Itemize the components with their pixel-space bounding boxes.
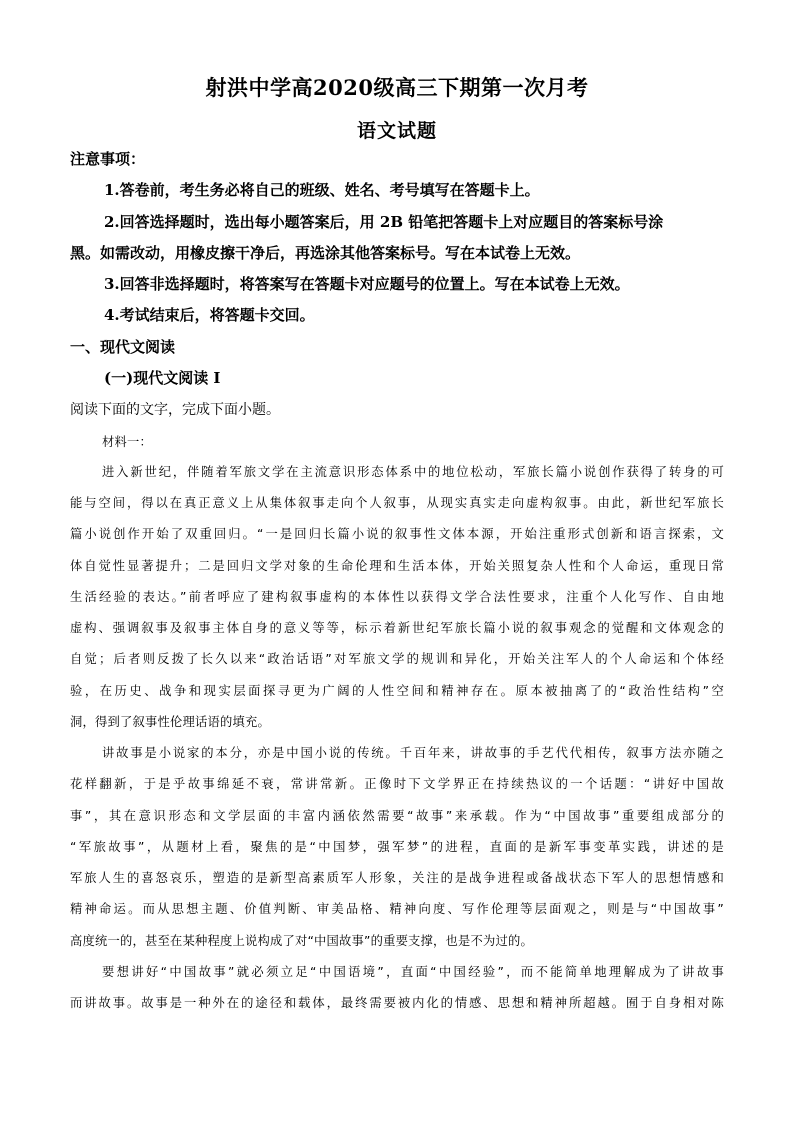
passage-line: “军旅故事”，从题材上看，聚焦的是“中国梦，强军梦”的进程，直面的是新军事变革实践，讲述的是 [70,840,724,854]
passage-line: 事”，其在意识形态和文学层面的丰富内涵依然需要“故事”来承载。作为“中国故事”重要组成部分的 [70,809,724,823]
section-subheading: (一)现代文阅读 I [104,369,221,387]
exam-subject: 语文试题 [356,120,437,142]
section-heading: 一、现代文阅读 [70,338,176,356]
passage-line: 而讲故事。故事是一种外在的途径和载体，最终需要被内化的情感、思想和精神所超越。囿于自身相对陈 [70,996,724,1010]
passage-line: 进入新世纪，伴随着军旅文学在主流意识形态体系中的地位松动，军旅长篇小说创作获得了转身的可 [102,465,724,479]
passage-line: 精神命运。而从思想主题、价值判断、审美品格、精神向度、写作伦理等层面观之，则是与“中国故事” [70,902,724,916]
passage-line: 洞，得到了叙事性伦理话语的填充。 [70,715,270,729]
passage-line: 篇小说创作开始了双重回归。“一是回归长篇小说的叙事性文体本源，开始注重形式创新和语言探索，文 [70,527,724,541]
notes-item: 1.答卷前，考生务必将自己的班级、姓名、考号填写在答题卡上。 [104,181,540,199]
exam-title: 射洪中学高2020级高三下期第一次月考 [205,75,589,100]
passage-line: 花样翻新，于是乎故事绵延不衰，常讲常新。正像时下文学界正在持续热议的一个话题：“讲好中国故 [70,777,724,791]
passage-line: 能与空间，得以在真正意义上从集体叙事走向个人叙事，从现实真实走向虚构叙事。由此，新世纪军旅长 [70,496,724,510]
passage-line: 验，在历史、战争和现实层面探寻更为广阔的人性空间和精神存在。原本被抽离了的“政治性结构”空 [70,684,724,698]
passage-line: 虚构、强调叙事及叙事主体自身的意义等等，标示着新世纪军旅长篇小说的叙事观念的觉醒和文体观念的 [70,621,724,635]
notes-item: 2.回答选择题时，选出每小题答案后，用 2B 铅笔把答题卡上对应题目的答案标号涂 [104,213,664,231]
passage-line: 高度统一的，甚至在某种程度上说构成了对“中国故事”的重要支撑，也是不为过的。 [70,934,534,948]
passage-line: 体自觉性显著提升；二是回归文学对象的生命伦理和生活本体，开始关照复杂人性和个人命运，重现日常 [70,559,724,573]
notes-heading: 注意事项： [70,150,146,168]
passage-line: 讲故事是小说家的本分，亦是中国小说的传统。千百年来，讲故事的手艺代代相传，叙事方法亦随之 [102,746,724,760]
passage-line: 要想讲好“中国故事”就必须立足“中国语境”，直面“中国经验”，而不能简单地理解成为了讲故事 [102,965,724,979]
reading-instruction: 阅读下面的文字，完成下面小题。 [70,402,280,418]
notes-item: 4.考试结束后，将答题卡交回。 [104,306,315,324]
notes-item: 3.回答非选择题时，将答案写在答题卡对应题号的位置上。写在本试卷上无效。 [104,275,630,293]
notes-item: 黑。如需改动，用橡皮擦干净后，再选涂其他答案标号。写在本试卷上无效。 [70,244,581,262]
passage-line: 军旅人生的喜怒哀乐，塑造的是新型高素质军人形象，关注的是战争进程或备战状态下军人的思想情感和 [70,871,724,885]
passage-line: 自觉；后者则反拨了长久以来“政治话语”对军旅文学的规训和异化，开始关注军人的个人命运和个体经 [70,652,724,666]
material-label: 材料一： [102,435,152,449]
passage-line: 生活经验的表达。”前者呼应了建构叙事虚构的本体性以获得文学合法性要求，注重个人化写作、自由地 [70,590,724,604]
